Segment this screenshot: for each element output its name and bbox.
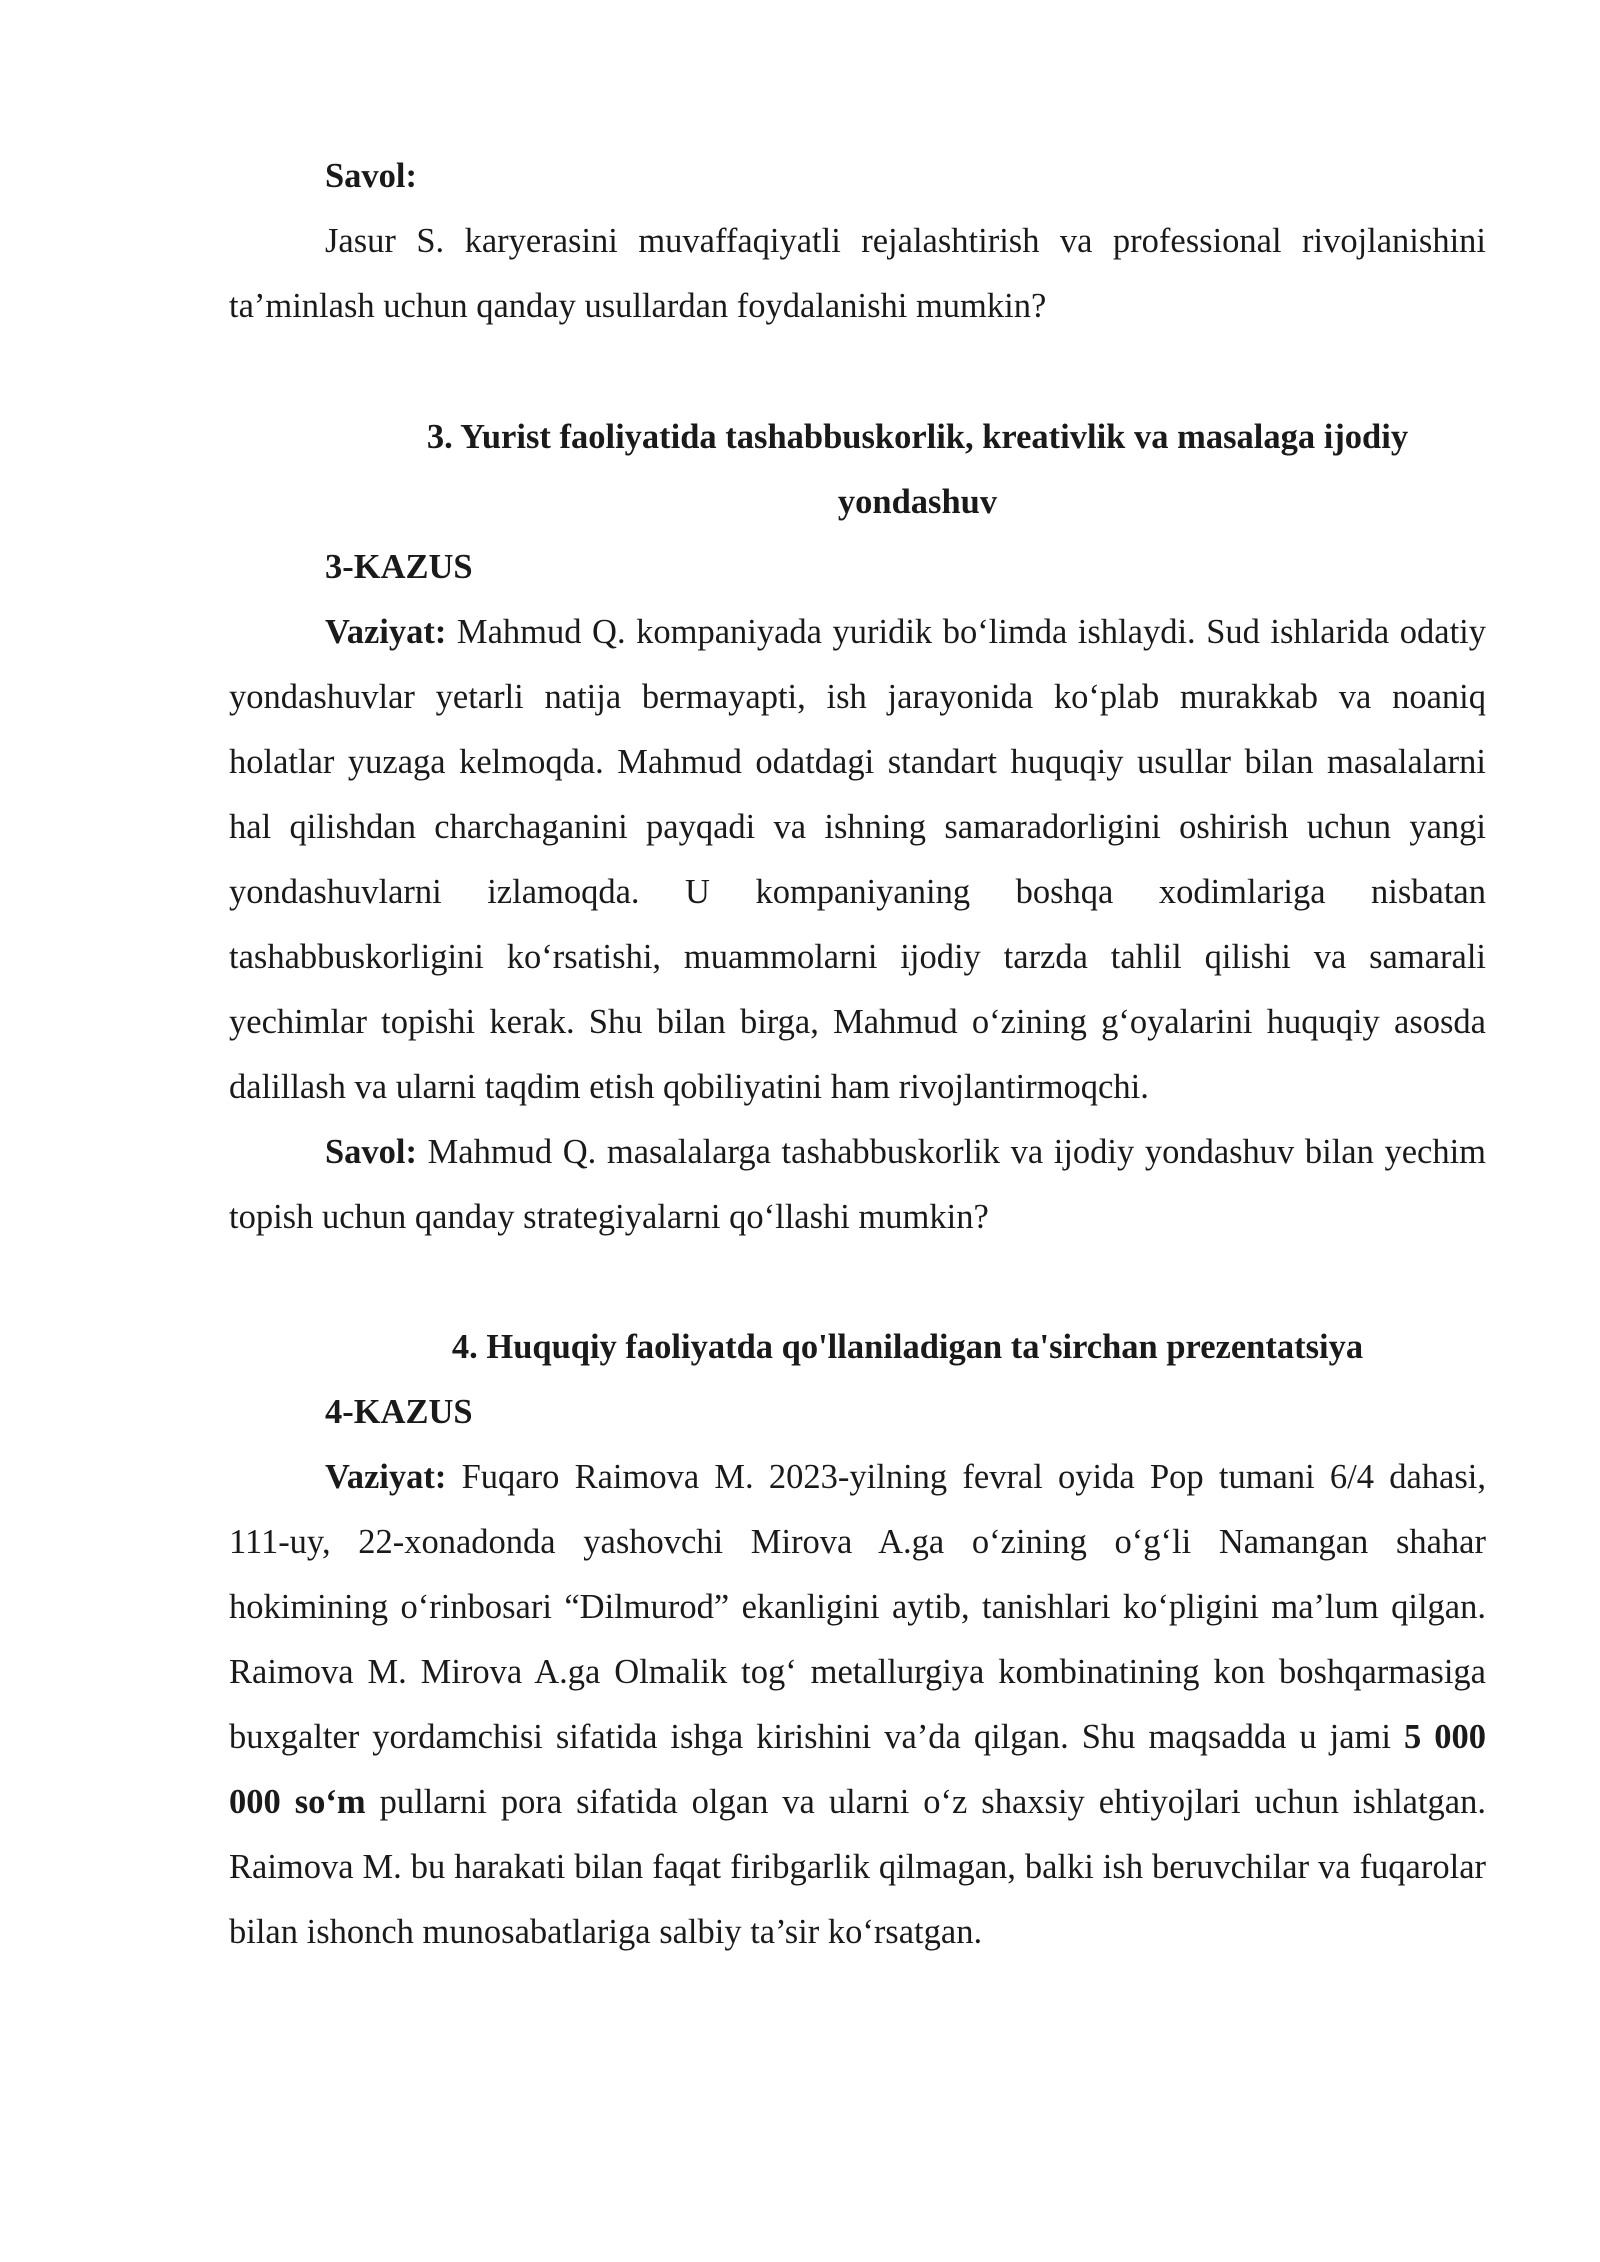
vaziyat-4-label: Vaziyat:	[325, 1458, 447, 1496]
savol-3-text: Mahmud Q. masalalarga tashabbuskorlik va ijodiy yondashuv bilan yechim topish uchun qanday strategiyalarni qo‘llashi mumkin?	[229, 1133, 1486, 1236]
savol-label-paragraph	[229, 144, 1486, 209]
section-4-heading: 4. Huquqiy faoliyatda qo'llaniladigan ta'sirchan prezentatsiya	[451, 1328, 1364, 1366]
savol-3-paragraph	[229, 1120, 1486, 1250]
document-page	[229, 144, 1486, 1965]
vaziyat-3-text: Mahmud Q. kompaniyada yuridik bo‘limda ishlaydi. Sud ishlarida odatiy yondashuvlar yetarli natija bermayapti, ish jarayonida ko‘plab murakkab va noaniq holatlar yuzaga kelmoqda. Mahmud odatdagi standart huquqiy usullar bilan masalalarni hal qilishdan charchaganini payqadi va ishning samaradorligini oshirish uchun yangi yondashuvlarni izlamoqda. U kompaniyaning boshqa xodimlariga nisbatan tashabbuskorligini ko‘rsatishi, muammolarni ijodiy tarzda tahlil qilishi va samarali yechimlar topishi kerak. Shu bilan birga, Mahmud o‘zining g‘oyalarini huquqiy asosda dalillash va ularni taqdim etish qobiliyatini ham rivojlantirmoqchi.	[229, 613, 1486, 1106]
vaziyat-3-paragraph	[229, 600, 1486, 1120]
savol-label: Savol:	[325, 157, 418, 195]
savol-3-label: Savol:	[325, 1133, 418, 1171]
vaziyat-4-text-1: Fuqaro Raimova M. 2023-yilning fevral oyida Pop tumani 6/4 dahasi, 111-uy, 22-xonadonda yashovchi Mirova A.ga o‘zining o‘g‘li Namangan shahar hokimining o‘rinbosari “Dilmurod” ekanligini aytib, tanishlari ko‘pligini ma’lum qilgan. Raimova M. Mirova A.ga Olmalik tog‘ metallurgiya kombinatining kon boshqarmasiga buxgalter yordamchisi sifatida ishga kirishini va’da qilgan. Shu maqsadda u jami	[229, 1458, 1486, 1756]
savol-question-paragraph: Jasur S. karyerasini muvaffaqiyatli rejalashtirish va professional rivojlanishini ta’minlash uchun qanday usullardan foydalanishi mumkin?	[229, 222, 1486, 325]
section-3-heading: 3. Yurist faoliyatida tashabbuskorlik, kreativlik va masalaga ijodiy yondashuv	[426, 418, 1409, 521]
kazus-4-title: 4-KAZUS	[325, 1393, 473, 1431]
bribe-amount: 5 000 000 so‘m	[229, 1718, 1486, 1821]
kazus-3-title: 3-KAZUS	[325, 548, 473, 586]
vaziyat-3-label: Vaziyat:	[325, 613, 447, 651]
vaziyat-4-text-2: pullarni pora sifatida olgan va ularni o‘z shaxsiy ehtiyojlari uchun ishlatgan. Raimova M. bu harakati bilan faqat firibgarlik qilmagan, balki ish beruvchilar va fuqarolar bilan ishonch munosabatlariga salbiy ta’sir ko‘rsatgan.	[229, 1783, 1486, 1951]
vaziyat-4-paragraph	[229, 1445, 1486, 1965]
